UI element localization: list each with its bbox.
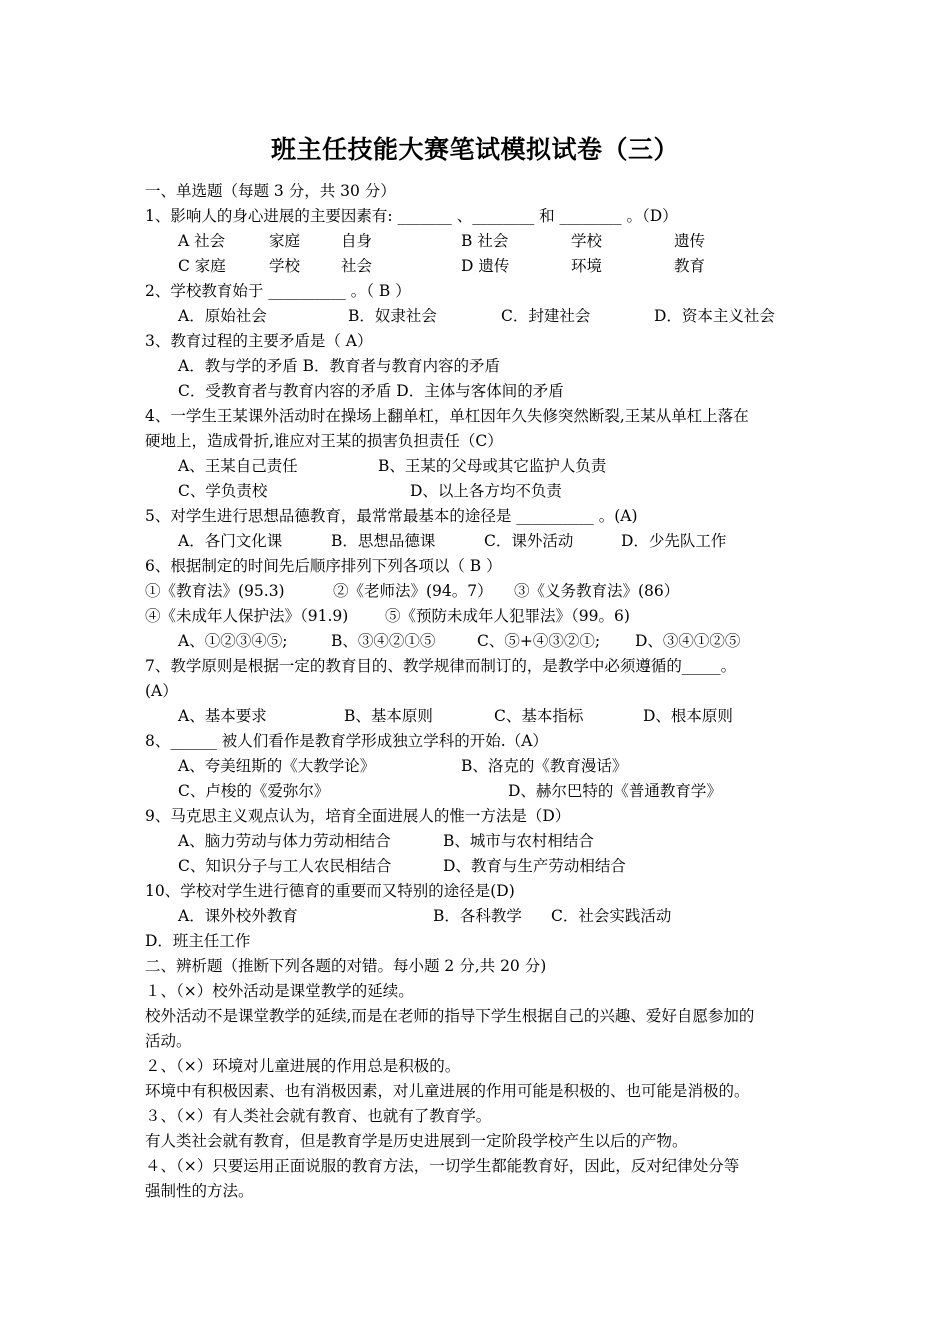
q8-options-row2 — [178, 781, 848, 801]
q3-options-line2: C．受教育者与教育内容的矛盾 D．主体与客体间的矛盾 — [178, 382, 564, 400]
q1-option: 自身 — [341, 232, 373, 250]
q5-options — [178, 531, 848, 551]
q6-law: ⑤《预防未成年人犯罪法》（99。6) — [385, 607, 630, 625]
q8-option: D、赫尔巴特的《普通教育学》 — [508, 782, 722, 800]
q9-option: A、脑力劳动与体力劳动相结合 — [178, 832, 391, 850]
q9-options-row2 — [178, 856, 848, 876]
judge-answer-1-line2: 活动。 — [145, 1032, 192, 1050]
q5-option: D．少先队工作 — [621, 532, 727, 550]
q6-option: A、①②③④⑤; — [178, 632, 288, 650]
q9-options-row1 — [178, 831, 848, 851]
q7-options — [178, 706, 848, 726]
q9-option: B、城市与农村相结合 — [443, 832, 594, 850]
q5-option: C．课外活动 — [484, 532, 574, 550]
judge-item-1: １、（×）校外活动是课堂教学的延续。 — [145, 982, 414, 1000]
q10-option: A．课外校外教育 — [178, 907, 298, 925]
q4-option: C、学负责校 — [178, 482, 268, 500]
q2-stem: 2、学校教育始于 __________ 。（ B ） — [145, 282, 411, 300]
q6-option: B、③④②①⑤ — [331, 632, 436, 650]
q1-option: 教育 — [674, 257, 706, 275]
q8-option: A、夸美纽斯的《大教学论》 — [178, 757, 376, 775]
q7-option: B、基本原则 — [344, 707, 433, 725]
q5-option: B．思想品德课 — [331, 532, 436, 550]
page-title: 班主任技能大赛笔试模拟试卷（三） — [270, 135, 679, 164]
q10-options — [178, 906, 848, 926]
q10-option: B．各科教学 — [433, 907, 522, 925]
q6-option: D、③④①②⑤ — [635, 632, 741, 650]
q7-option: C、基本指标 — [494, 707, 584, 725]
q10-option-d: D．班主任工作 — [145, 932, 251, 950]
q8-stem: 8、______ 被人们看作是教育学形成独立学科的开始.（A） — [145, 732, 548, 750]
q1-option: 学校 — [571, 232, 603, 250]
q1-options-row2 — [178, 256, 848, 276]
judge-item-4-line2: 强制性的方法。 — [145, 1182, 254, 1200]
q4-option: A、王某自己责任 — [178, 457, 298, 475]
judge-item-4-line1: ４、（×）只要运用正面说服的教育方法，一切学生都能教育好，因此，反对纪律处分等 — [145, 1157, 740, 1175]
q6-law: ④《未成年人保护法》（91.9) — [145, 607, 349, 625]
q2-option: D．资本主义社会 — [654, 307, 775, 325]
q2-option: A．原始社会 — [178, 307, 267, 325]
q10-option: C．社会实践活动 — [551, 907, 672, 925]
q7-stem-line1: 7、教学原则是根据一定的教育目的、教学规律而制订的，是教学中必须遵循的_____。 — [145, 657, 737, 675]
q8-option: B、洛克的《教育漫话》 — [461, 757, 628, 775]
q2-option: B．奴隶社会 — [348, 307, 437, 325]
judge-item-2: ２、（×）环境对儿童进展的作用总是积极的。 — [145, 1057, 461, 1075]
q5-stem: 5、对学生进行思想品德教育，最常常最基本的途径是 __________ 。(A) — [145, 507, 638, 525]
q4-options-row2 — [178, 481, 848, 501]
q1-option: 社会 — [341, 257, 373, 275]
judge-answer-1-line1: 校外活动不是课堂教学的延续,而是在老师的指导下学生根据自己的兴趣、爱好自愿参加的 — [145, 1007, 755, 1025]
q1-option: 学校 — [269, 257, 301, 275]
q6-law: ①《教育法》(95.3) — [145, 582, 285, 600]
q6-law: ③《义务教育法》(86） — [514, 582, 680, 600]
q3-stem: 3、教育过程的主要矛盾是（ A） — [145, 332, 373, 350]
q9-option: C、知识分子与工人农民相结合 — [178, 857, 392, 875]
q7-option: D、根本原则 — [643, 707, 733, 725]
q6-option: C、⑤+④③②①; — [477, 632, 601, 650]
q1-stem: 1、影响人的身心进展的主要因素有: _______ 、________ 和 ________ 。（D） — [145, 207, 678, 225]
q6-laws-row2 — [145, 606, 815, 626]
q6-law: ②《老师法》(94。7） — [333, 582, 493, 600]
q1-option: C 家庭 — [178, 257, 226, 275]
judge-answer-2: 环境中有积极因素、也有消极因素，对儿童进展的作用可能是积极的、也可能是消极的。 — [145, 1082, 750, 1100]
q4-stem-line2: 硬地上，造成骨折,谁应对王某的损害负担责任（C） — [145, 432, 503, 450]
q7-stem-line2: (A） — [145, 682, 178, 700]
q2-option: C．封建社会 — [501, 307, 591, 325]
q1-option: A 社会 — [178, 232, 226, 250]
q9-stem: 9、马克思主义观点认为，培育全面进展人的惟一方法是（D） — [145, 807, 571, 825]
judge-item-3: ３、（×）有人类社会就有教育、也就有了教育学。 — [145, 1107, 492, 1125]
judge-answer-3: 有人类社会就有教育，但是教育学是历史进展到一定阶段学校产生以后的产物。 — [145, 1132, 688, 1150]
q1-option: B 社会 — [461, 232, 509, 250]
q8-option: C、卢梭的《爱弥尔》 — [178, 782, 330, 800]
q4-option: B、王某的父母或其它监护人负责 — [378, 457, 607, 475]
section1-heading: 一、单选题（每题 3 分，共 30 分） — [145, 182, 396, 200]
q1-option: 遗传 — [674, 232, 706, 250]
q6-laws-row1 — [145, 581, 815, 601]
q3-options-line1: A．教与学的矛盾 B．教育者与教育内容的矛盾 — [178, 357, 501, 375]
q8-options-row1 — [178, 756, 848, 776]
q4-stem-line1: 4、一学生王某课外活动时在操场上翻单杠，单杠因年久失修突然断裂,王某从单杠上落在 — [145, 407, 749, 425]
q1-option: 环境 — [571, 257, 603, 275]
q1-option: D 遗传 — [461, 257, 510, 275]
q4-option: D、以上各方均不负责 — [410, 482, 562, 500]
q1-options-row1 — [178, 231, 848, 251]
q2-options — [178, 306, 848, 326]
q10-stem: 10、学校对学生进行德育的重要而又特别的途径是(D) — [145, 882, 515, 900]
q6-stem: 6、根据制定的时间先后顺序排列下列各项以（ B ） — [145, 557, 502, 575]
q6-options — [178, 631, 848, 651]
q7-option: A、基本要求 — [178, 707, 267, 725]
q9-option: D、教育与生产劳动相结合 — [443, 857, 626, 875]
section2-heading: 二、辨析题（推断下列各题的对错。每小题 2 分,共 20 分) — [145, 957, 547, 975]
q1-option: 家庭 — [269, 232, 301, 250]
q5-option: A．各门文化课 — [178, 532, 283, 550]
q4-options-row1 — [178, 456, 848, 476]
